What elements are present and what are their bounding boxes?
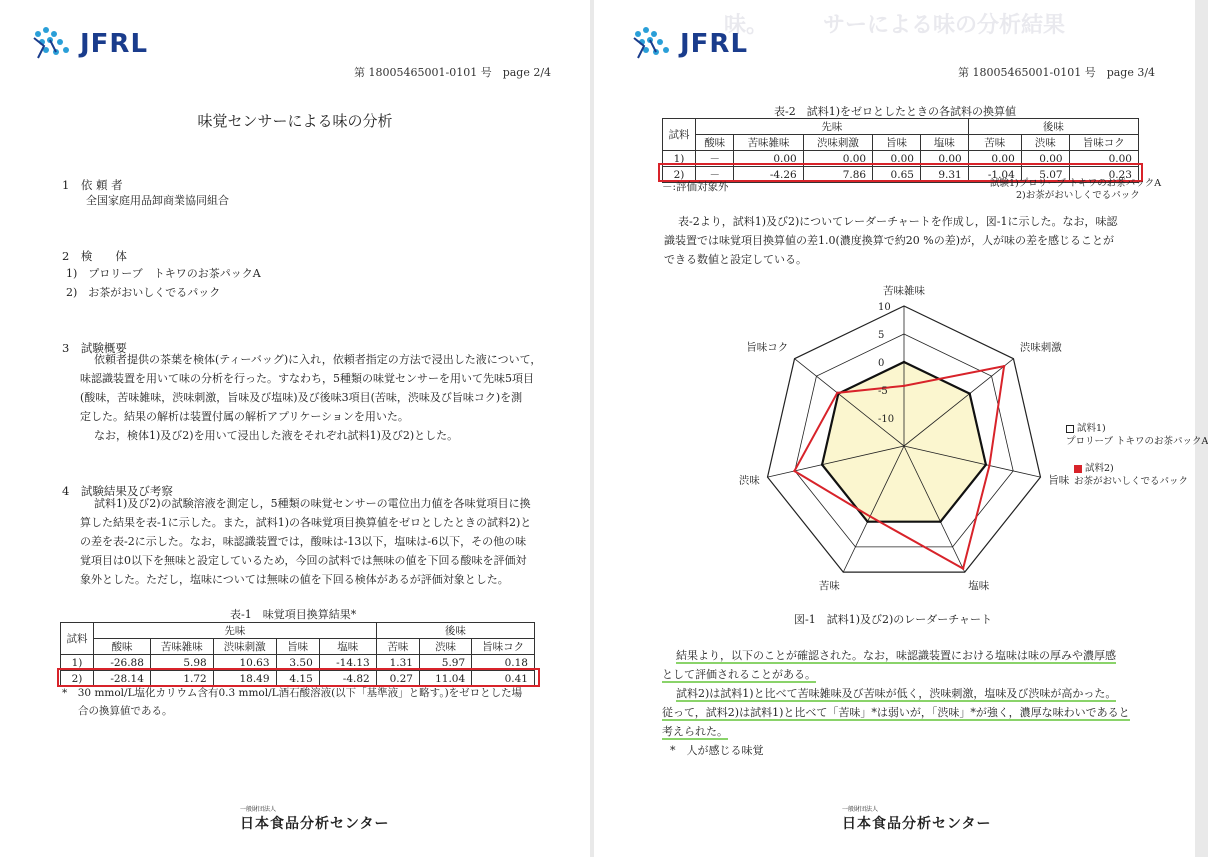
body-line: 表-2より，試料1)及び2)についてレーダーチャートを作成し，図-1に示した。なお，味認: [678, 215, 1118, 228]
table-cell: -14.13: [319, 655, 376, 671]
table-cell: 5.98: [150, 655, 213, 671]
table-cell: 0.00: [1021, 151, 1069, 167]
sample-1: 1) プロリーブ トキワのお茶パックA: [66, 267, 261, 280]
table-cell: 0.00: [873, 151, 921, 167]
body-line: できる数値と設定している。: [664, 253, 807, 266]
footer-name: 日本食品分析センター: [842, 816, 992, 832]
table-cell: 0.18: [472, 655, 535, 671]
table-cell: 10.63: [213, 655, 276, 671]
radar-tick-label: -5: [878, 386, 888, 397]
table-note-samples: [990, 178, 1161, 202]
table-cell: 0.23: [1069, 167, 1138, 183]
radar-axis-label: 苦味雑味: [883, 285, 925, 297]
radar-tick-label: -10: [878, 414, 895, 425]
table-2-caption: 表-2 試料1)をゼロとしたときの各試料の換算値: [774, 105, 1017, 118]
conclusion-line: [676, 684, 1116, 703]
conclusion-text: 結果より，以下のことが確認された。なお，味認識装置における塩味は味の厚みや濃厚感: [676, 649, 1116, 662]
legend-swatch-1: [1066, 425, 1074, 433]
table-cell: 0.00: [734, 151, 803, 167]
table-cell: 0.41: [472, 671, 535, 687]
legend-name-2: お茶がおいしくでるパック: [1074, 476, 1189, 487]
conclusion-line: [662, 665, 816, 684]
conclusion-line: [676, 646, 1116, 665]
radar-axis-label: 苦味: [818, 580, 840, 593]
radar-tick-label: 5: [878, 330, 885, 341]
table-cell: 7.86: [803, 167, 872, 183]
table-cell: 5.07: [1021, 167, 1069, 183]
table-cell: 0.00: [803, 151, 872, 167]
col-header: 苦味: [968, 135, 1021, 151]
report-page-2: [0, 0, 590, 857]
logo-text: JFRL: [680, 29, 749, 59]
row-label: 2): [663, 167, 696, 183]
legend-swatch-2: [1074, 465, 1082, 473]
sample-2: 2) お茶がおいしくでるパック: [66, 286, 221, 299]
results-line: 試料1)及び2)の試験溶液を測定し，5種類の味覚センサーの電位出力値を各味覚項目に換: [94, 497, 531, 510]
footer-small: 一般財団法人: [240, 806, 277, 813]
radar-series-2-point: [962, 567, 964, 569]
table-cell: 18.49: [213, 671, 276, 687]
results-line: 象外とした。ただし，塩味については無味の値を下回る検体があるが評価対象とした。: [80, 573, 509, 586]
overview-line: なお，検体1)及び2)を用いて浸出した液をそれぞれ試料1)及び2)とした。: [94, 429, 459, 442]
conclusion-text: 試料2)は試料1)と比べて苦味雑味及び苦味が低く，渋味刺激，塩味及び渋味が高かった。: [676, 687, 1117, 700]
conclusion-text: 従って，試料2)は試料1)と比べて「苦味」*は弱いが，「渋味」*が強く，濃厚な味わいであると: [662, 706, 1130, 719]
table-cell: 3.50: [276, 655, 319, 671]
row-label: 1): [61, 655, 94, 671]
table-cell: 5.97: [419, 655, 471, 671]
client-name: 全国家庭用品卸商業協同組合: [86, 194, 229, 207]
legend-label-1: 試料1): [1077, 423, 1106, 434]
table-group-post: 後味: [376, 623, 534, 639]
jfrl-logo: [30, 24, 148, 64]
legend-item-1: [1066, 422, 1208, 448]
figure-caption: 図-1 試料1)及び2)のレーダーチャート: [794, 613, 992, 626]
radar-axis-label: 旨味コク: [746, 341, 789, 354]
table-header-sample: 試料: [663, 119, 696, 151]
section-1-heading: 1 依 頼 者: [62, 178, 123, 192]
report-number: 第 18005465001-0101 号 page 3/4: [958, 66, 1156, 79]
overview-line: 依頼者提供の茶葉を検体(ティーバッグ)に入れ，依頼者指定の方法で浸出した液について，: [94, 353, 542, 366]
radar-series-1-point: [939, 520, 941, 522]
col-header: 塩味: [920, 135, 968, 151]
row-label: 1): [663, 151, 696, 167]
radar-series-1-point: [866, 520, 868, 522]
legend-item-2: [1074, 462, 1188, 488]
col-header: 苦味雑味: [734, 135, 803, 151]
body-line: 識装置では味覚項目換算値の差1.0(濃度換算で約20 %の差)が，人が味の差を感じることが: [664, 234, 1115, 247]
table-cell: －: [696, 167, 734, 183]
col-header: 渋味刺激: [213, 639, 276, 655]
table-cell: 1.31: [376, 655, 419, 671]
jfrl-logo: [630, 24, 748, 64]
radar-series-1-point: [985, 463, 987, 465]
col-header: 旨味コク: [1069, 135, 1138, 151]
conclusion-text: として評価されることがある。: [662, 668, 816, 681]
table-cell: -28.14: [94, 671, 151, 687]
radar-series-2-point: [903, 385, 905, 387]
col-header: 苦味雑味: [150, 639, 213, 655]
table-row: [61, 655, 535, 671]
radar-axis-label: 渋味: [738, 474, 760, 487]
table-group-pre: 先味: [94, 623, 377, 639]
table-1: [60, 622, 535, 687]
star-note: * 人が感じる味覚: [670, 744, 764, 757]
col-header: 塩味: [319, 639, 376, 655]
table-cell: 0.00: [968, 151, 1021, 167]
table-cell: -4.26: [734, 167, 803, 183]
results-line: 算した結果を表-1に示した。また，試料1)の各味覚項目換算値をゼロとしたときの試料2)と: [80, 516, 532, 529]
col-header: 酸味: [94, 639, 151, 655]
section-2-heading: 2 検 体: [62, 249, 127, 263]
table-row: [663, 151, 1139, 167]
results-line: の差を表-2に示した。なお，味認識装置では，酸味は-13以下，塩味は-6以下，その他の味: [80, 535, 527, 548]
table-cell: 11.04: [419, 671, 471, 687]
footer-name: 日本食品分析センター: [240, 816, 390, 832]
table-note-sample-2: 2)お茶がおいしくでるパック: [1016, 190, 1140, 201]
section-4-heading: 4 試験結果及び考察: [62, 484, 173, 498]
footer-org: [842, 804, 991, 833]
col-header: 渋味: [1021, 135, 1069, 151]
table-cell: 0.00: [1069, 151, 1138, 167]
table-group-post: 後味: [968, 119, 1138, 135]
radar-axis-label: 渋味刺激: [1019, 341, 1062, 354]
radar-chart: [594, 285, 1195, 610]
radar-tick-label: 10: [878, 302, 891, 313]
table-2: [662, 118, 1139, 183]
legend-name-1: プロリーブ トキワのお茶パックA: [1066, 436, 1208, 447]
overview-line: (酸味，苦味雑味，渋味刺激，旨味及び塩味)及び後味3項目(苦味，渋味及び旨味コク)を測: [80, 391, 523, 404]
logo-text: JFRL: [80, 29, 149, 59]
conclusion-line: [662, 703, 1130, 722]
col-header: 旨味: [873, 135, 921, 151]
radar-tick-label: 0: [878, 358, 885, 369]
footer-small: 一般財団法人: [842, 806, 879, 813]
conclusion-line: [662, 722, 728, 741]
overview-line: 定した。結果の解析は装置付属の解析アプリケーションを用いた。: [80, 410, 409, 423]
radar-axis-label: 塩味: [968, 580, 990, 593]
radar-series-1-point: [903, 361, 905, 363]
section-3-heading: 3 試験概要: [62, 341, 127, 355]
footnote-line: * 30 mmol/L塩化カリウム含有0.3 mmol/L酒石酸溶液(以下「基準液」と略す。)をゼロとした場: [62, 687, 523, 699]
overview-line: 味認識装置を用いて味の分析を行った。すなわち，5種類の味覚センサーを用いて先味5項目: [80, 372, 534, 385]
table-1-caption: 表-1 味覚項目換算結果*: [230, 608, 357, 621]
radar-series-1-point: [821, 463, 823, 465]
table-header-sample: 試料: [61, 623, 94, 655]
jfrl-logo-mark-icon: [630, 24, 674, 64]
table-cell: -26.88: [94, 655, 151, 671]
table-group-pre: 先味: [696, 119, 969, 135]
table-note-sample-1: 試験1)プロリーブ トキワのお茶パックA: [990, 178, 1162, 189]
row-label: 2): [61, 671, 94, 687]
table-cell: 0.27: [376, 671, 419, 687]
radar-series-2-point: [1003, 365, 1005, 367]
jfrl-logo-mark-icon: [30, 24, 74, 64]
col-header: 渋味刺激: [803, 135, 872, 151]
col-header: 酸味: [696, 135, 734, 151]
radar-series-2-point: [988, 464, 990, 466]
table-cell: －: [696, 151, 734, 167]
radar-series-1-point: [968, 392, 970, 394]
col-header: 渋味: [419, 639, 471, 655]
ghost-title: 味。 サーによる味の分析結果: [724, 13, 1066, 38]
table-note: －:評価対象外: [662, 181, 729, 193]
col-header: 旨味コク: [472, 639, 535, 655]
col-header: 苦味: [376, 639, 419, 655]
table-cell: 9.31: [920, 167, 968, 183]
radar-axis-label: 旨味: [1048, 474, 1070, 487]
page-title: 味覚センサーによる味の分析: [197, 112, 393, 130]
table-cell: 0.65: [873, 167, 921, 183]
radar-series-2-point: [869, 515, 871, 517]
report-page-3: [594, 0, 1208, 857]
radar-series-2-point: [836, 392, 838, 394]
table-cell: -4.82: [319, 671, 376, 687]
results-line: 覚項目は0以下を無味と設定しているため，今回の試料では無味の値を下回る酸味を評価対: [80, 554, 527, 567]
footnote-line: 合の換算値である。: [78, 705, 173, 717]
radar-series-2-point: [793, 470, 795, 472]
table-cell: 1.72: [150, 671, 213, 687]
table-cell: 0.00: [920, 151, 968, 167]
col-header: 旨味: [276, 639, 319, 655]
report-number: 第 18005465001-0101 号 page 2/4: [354, 66, 552, 79]
table-cell: -1.04: [968, 167, 1021, 183]
footer-org: [240, 804, 389, 833]
conclusion-text: 考えられた。: [662, 725, 728, 738]
legend-label-2: 試料2): [1085, 463, 1114, 474]
table-cell: 4.15: [276, 671, 319, 687]
